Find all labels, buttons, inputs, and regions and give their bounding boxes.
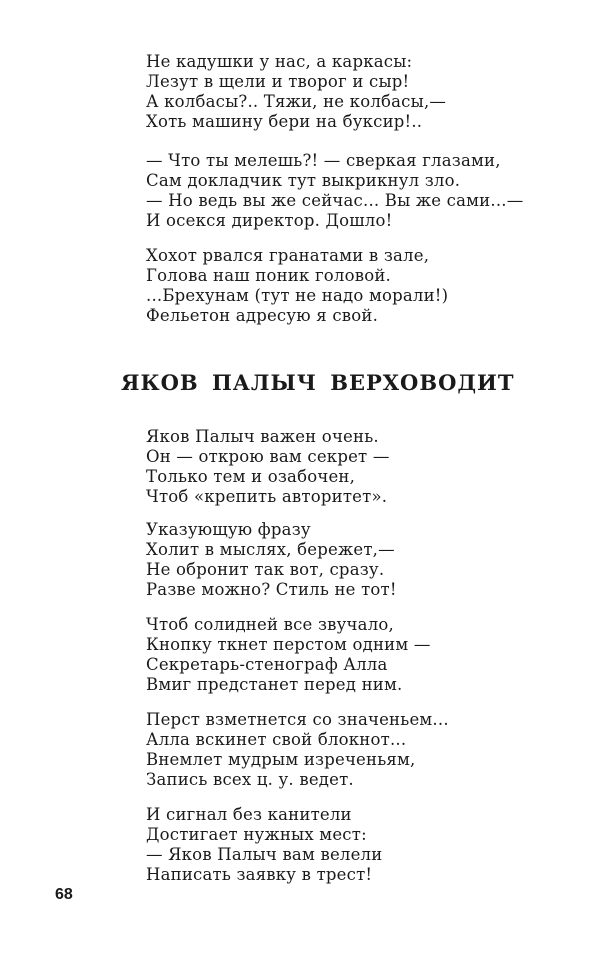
poem-title: ЯКОВ ПАЛЫЧ ВЕРХОВОДИТ — [121, 370, 515, 395]
poem-line: — Но ведь вы же сейчас... Вы же сами...— — [146, 191, 524, 210]
stanza — [146, 520, 397, 600]
poem-line: Хоть машину бери на буксир!.. — [146, 112, 423, 131]
poem-line: Внемлет мудрым изреченьям, — [146, 750, 416, 769]
poem-line: Не обронит так вот, сразу. — [146, 560, 385, 579]
poem-line: Лезут в щели и творог и сыр! — [146, 72, 410, 91]
poem-line: — Что ты мелешь?! — сверкая глазами, — [146, 151, 501, 170]
poem-line: Голова наш поник головой. — [146, 266, 392, 285]
poem-line: И осекся директор. Дошло! — [146, 211, 393, 230]
poem-line: Сам докладчик тут выкрикнул зло. — [146, 171, 461, 190]
stanza — [146, 246, 448, 326]
poem-line: Чтоб «крепить авторитет». — [146, 487, 388, 506]
stanza — [146, 151, 523, 231]
poem-line: Только тем и озабочен, — [146, 467, 356, 486]
stanza — [146, 805, 382, 885]
poem-line: Хохот рвался гранатами в зале, — [146, 246, 430, 265]
poem-line: Он — открою вам секрет — — [146, 447, 390, 466]
poem-line: Не кадушки у нас, а каркасы: — [146, 52, 413, 71]
poem-line: — Яков Палыч вам велели — [146, 845, 383, 864]
poem-line: И сигнал без канители — [146, 805, 352, 824]
poem-line: Чтоб солидней все звучало, — [146, 615, 394, 634]
stanza — [146, 427, 390, 507]
poem-line: Кнопку ткнет перстом одним — — [146, 635, 431, 654]
poem-line: Разве можно? Стиль не тот! — [146, 580, 397, 599]
stanza — [146, 52, 446, 132]
poem-line: Алла вскинет свой блокнот... — [146, 730, 407, 749]
stanza — [146, 615, 431, 695]
poem-line: Вмиг предстанет перед ним. — [146, 675, 403, 694]
poem-line: А колбасы?.. Тяжи, не колбасы,— — [146, 92, 447, 111]
poem-line: Запись всех ц. у. ведет. — [146, 770, 354, 789]
poem-line: Написать заявку в трест! — [146, 865, 373, 884]
page-number: 68 — [55, 886, 73, 903]
stanza — [146, 710, 449, 790]
poem-line: Указующую фразу — [146, 520, 311, 539]
poem-line: Яков Палыч важен очень. — [146, 427, 379, 446]
poem-line: Холит в мыслях, бережет,— — [146, 540, 395, 559]
poem-line: Фельетон адресую я свой. — [146, 306, 379, 325]
poem-line: Достигает нужных мест: — [146, 825, 367, 844]
poem-line: Секретарь-стенограф Алла — [146, 655, 388, 674]
poem-line: ...Брехунам (тут не надо морали!) — [146, 286, 449, 305]
poem-line: Перст взметнется со значеньем... — [146, 710, 449, 729]
